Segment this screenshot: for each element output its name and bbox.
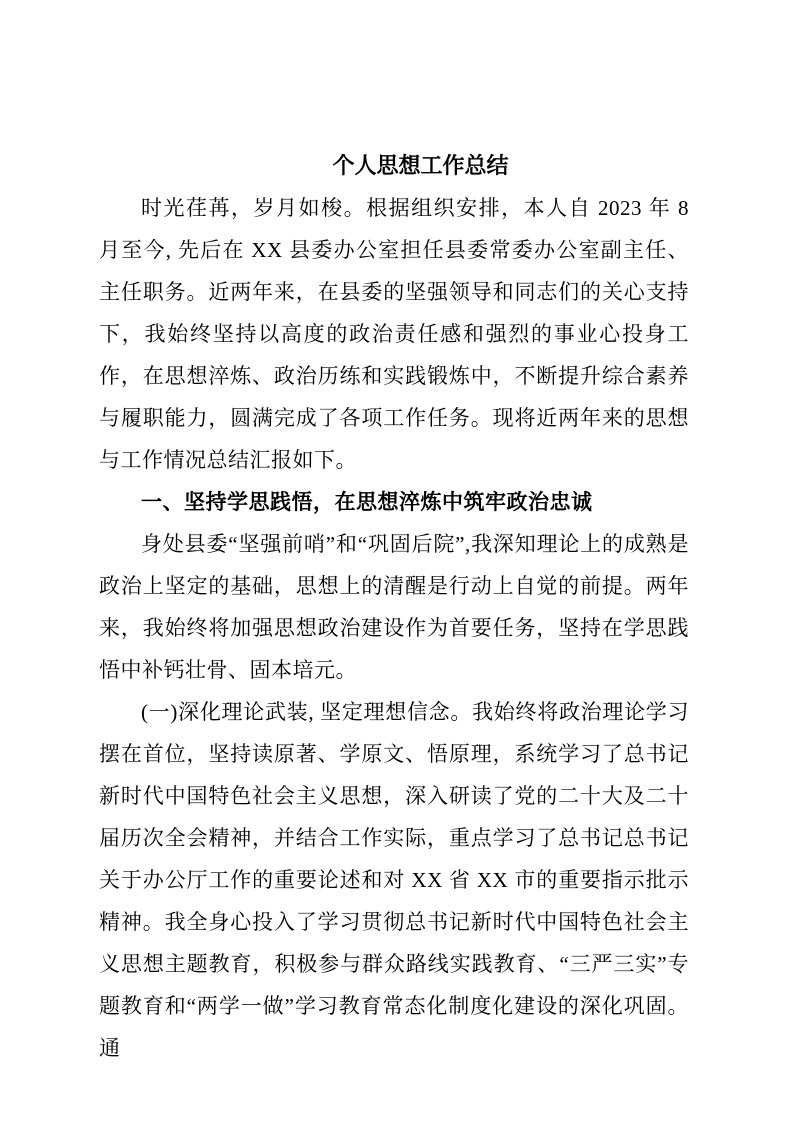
- paragraph-theory-basis: 身处县委“坚强前哨”和“巩固后院”,我深知理论上的成熟是政治上坚定的基础，思想上的清醒是行动上自觉的前提。两年来，我始终将加强思想政治建设作为首要任务，坚持在学思践悟中补钙壮骨、固本培元。: [99, 532, 689, 682]
- document-title: 个人思想工作总结: [332, 153, 509, 178]
- section-heading-1: 一、坚持学思践悟，在思想淬炼中筑牢政治忠诚: [141, 490, 593, 514]
- document-content: [99, 145, 689, 1069]
- paragraph-intro: 时光荏苒，岁月如梭。根据组织安排，本人自 2023 年 8 月至今, 先后在 XX 县委办公室担任县委常委办公室副主任、主任职务。近两年来，在县委的坚强领导和同志们的关心支持下，我始终坚持以高度的政治责任感和强烈的事业心投身工作，在思想淬炼、政治历练和实践锻炼中，不断提升综合素养与履职能力，圆满完成了各项工作任务。现将近两年来的思想与工作情况总结汇报如下。: [99, 196, 689, 472]
- paragraph-theory-armament: (一)深化理论武装, 坚定理想信念。我始终将政治理论学习摆在首位，坚持读原著、学原文、悟原理，系统学习了总书记新时代中国特色社会主义思想，深入研读了党的二十大及二十届历次全会精神，并结合工作实际，重点学习了总书记总书记关于办公厅工作的重要论述和对 XX 省 XX 市的重要指示批示精神。我全身心投入了学习贯彻总书记新时代中国特色社会主义思想主题教育，积极参与群众路线实践教育、“三严三实”专题教育和“两学一做”学习教育常态化制度化建设的深化巩固。通: [99, 700, 689, 1060]
